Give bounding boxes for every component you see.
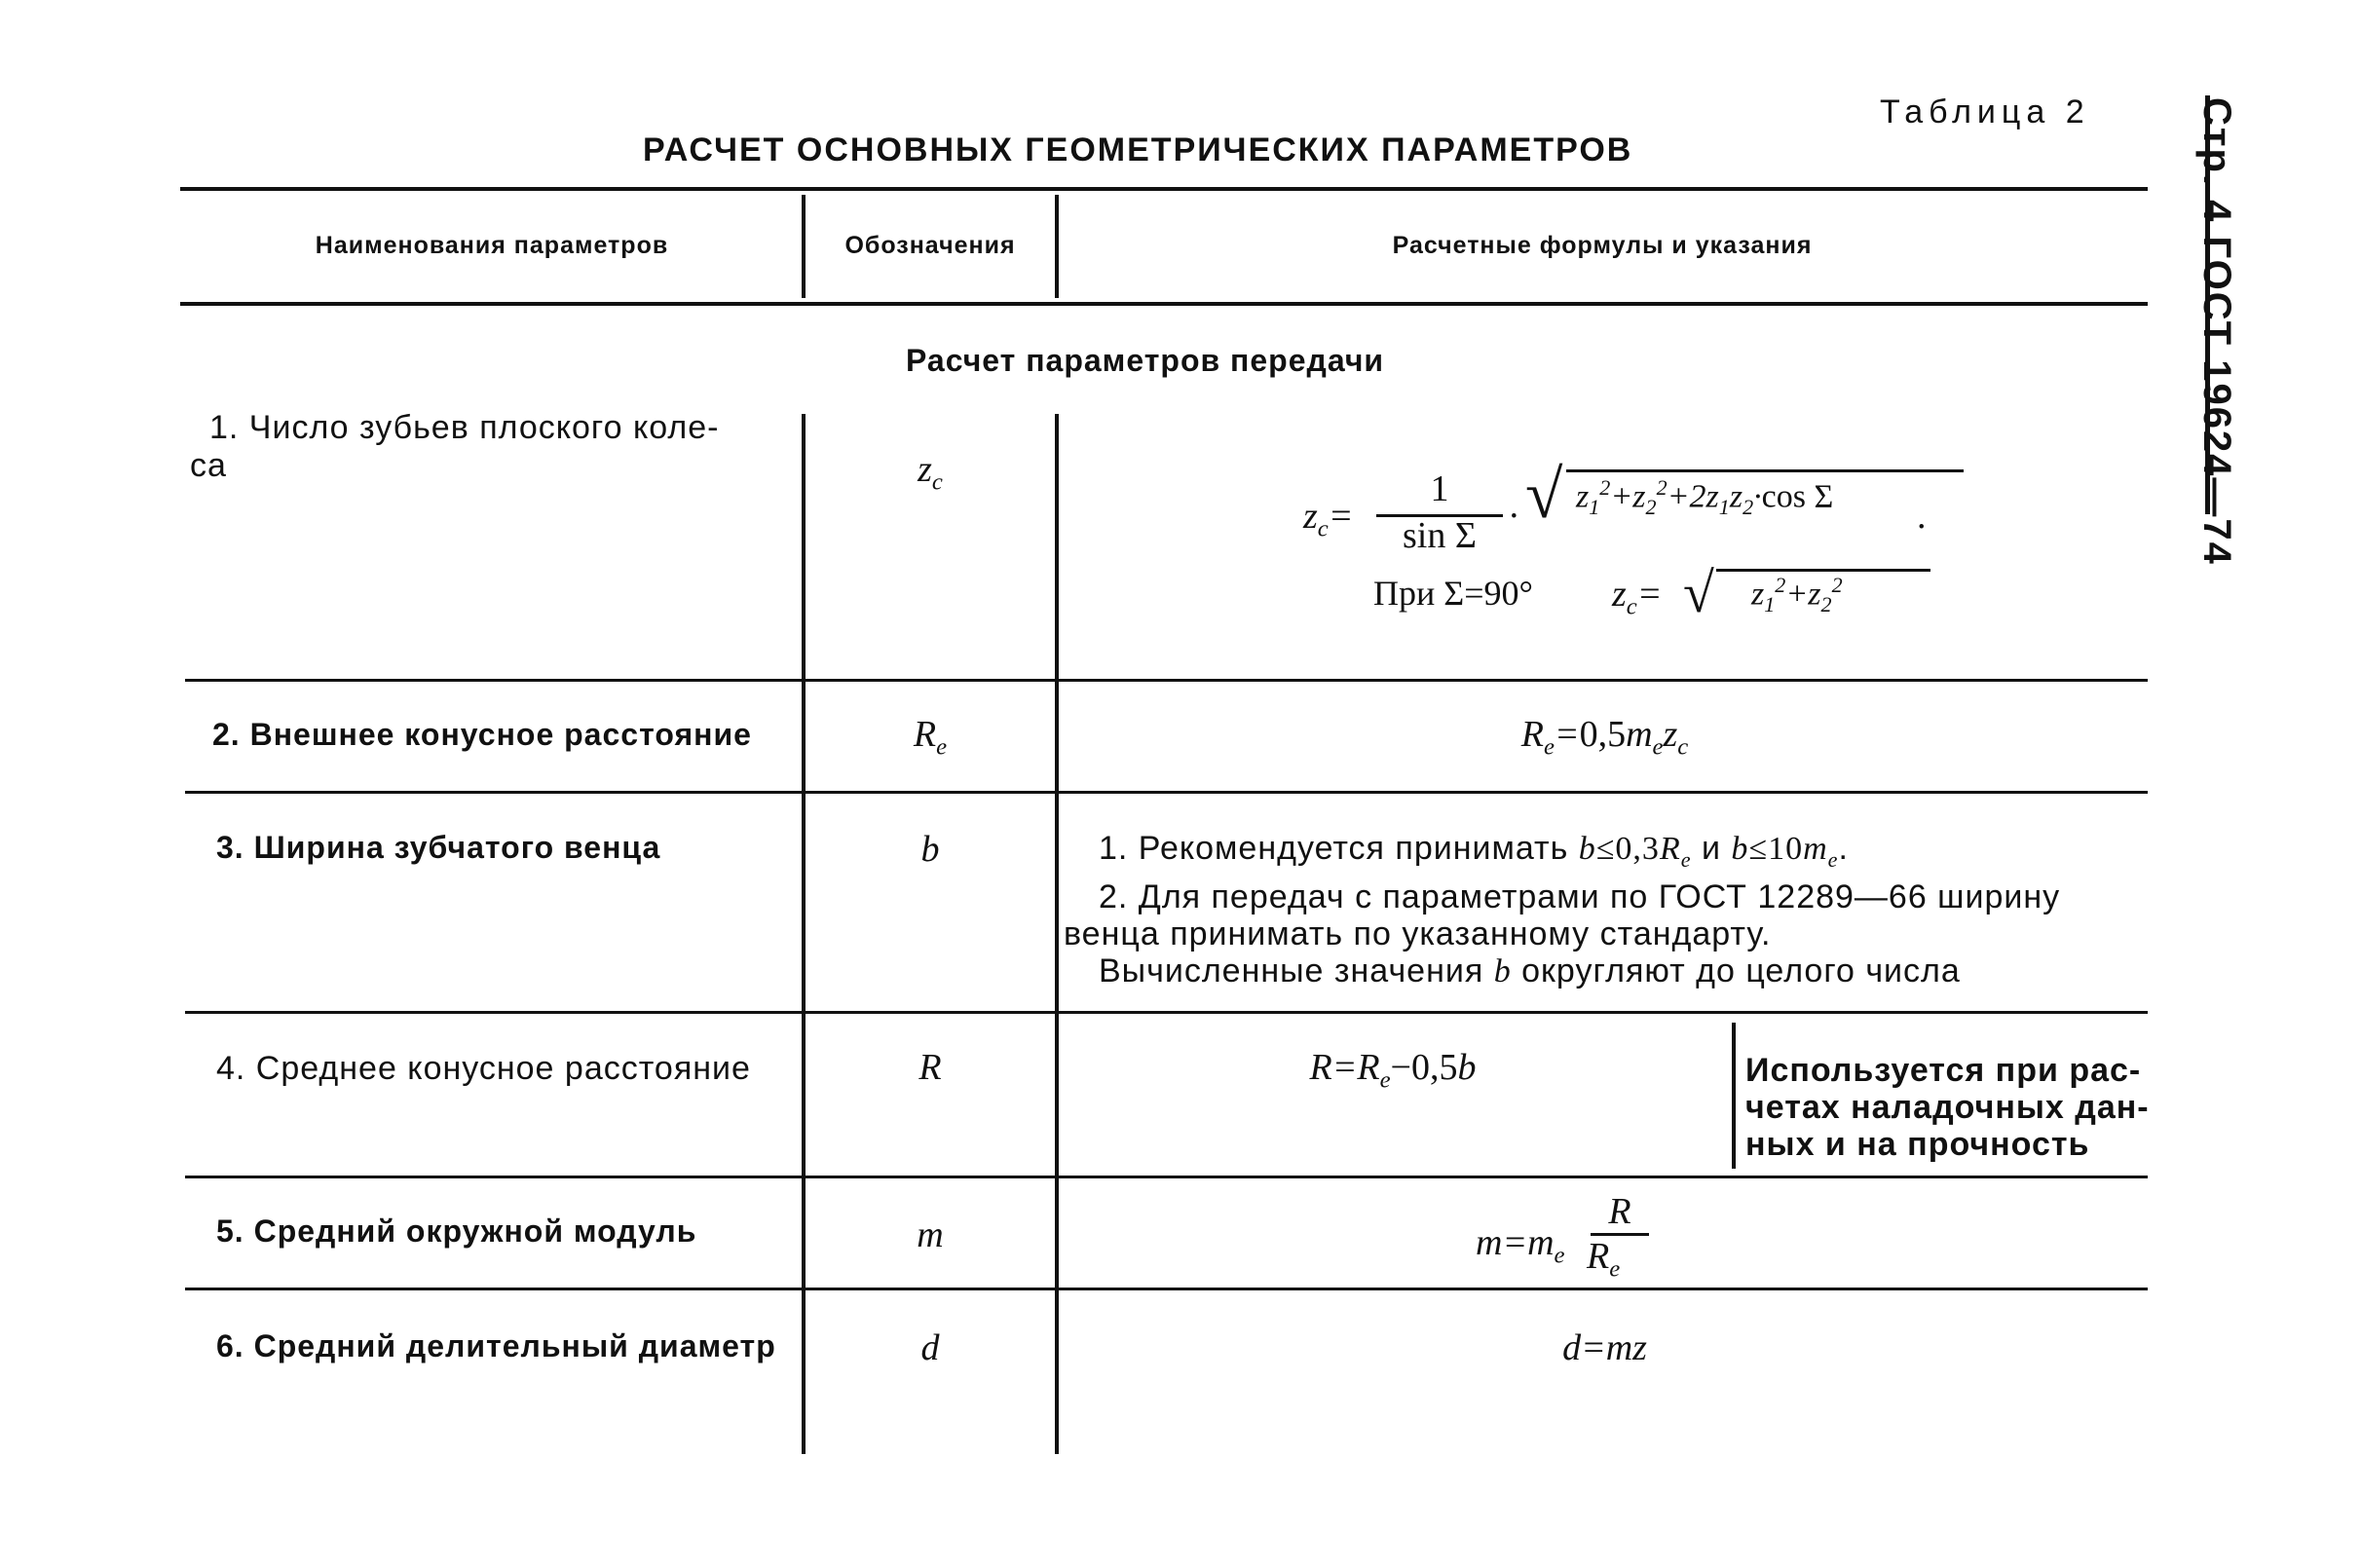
row-separator-5	[185, 1288, 2148, 1290]
column-header-formulas: Расчетные формулы и указания	[1392, 232, 1813, 259]
row-3-note-1: 1. Рекомендуется принимать $b\le 0,3R_e$ и $b\le 10m_e$.	[1099, 830, 1849, 872]
row-separator-2	[185, 791, 2148, 794]
row-5-formula: $m=m_e$ R $R_e$	[1476, 1194, 1680, 1282]
row-4-remark-divider	[1732, 1023, 1736, 1169]
rule-header-bottom	[180, 302, 2148, 306]
row-3-parameter: 3. Ширина зубчатого венца	[216, 830, 661, 865]
row-1-parameter: 1. Число зубьев плоского коле- са	[190, 409, 720, 484]
row-3-note-3: Вычисленные значения b округляют до целого числа	[1099, 952, 1961, 989]
row-3-symbol: b	[920, 829, 940, 870]
row-5-parameter: 5. Средний окружной модуль	[216, 1213, 697, 1249]
page-title: РАСЧЕТ ОСНОВНЫХ ГЕОМЕТРИЧЕСКИХ ПАРАМЕТРОВ	[643, 131, 1633, 168]
row-2-formula: $R_e=0,5m_ez_c$	[1520, 714, 1689, 761]
row-3-notes	[1064, 830, 2147, 990]
section-title: Расчет параметров передачи	[906, 343, 1385, 378]
body-divider-1	[802, 414, 806, 1454]
column-header-symbols: Обозначения	[844, 232, 1016, 259]
row-2-parameter: 2. Внешнее конусное расстояние	[212, 717, 752, 752]
row-6-parameter: 6. Средний делительный диаметр	[216, 1328, 776, 1363]
row-6-symbol: d	[920, 1327, 940, 1368]
row-1-formula-case: При Σ=90° $z_c=$ √ $z_1^2+z_2^2$	[1373, 573, 1919, 631]
header-divider-1	[802, 195, 806, 298]
row-4-formula: $R=R_e-0,5b$	[1309, 1047, 1477, 1094]
rule-top	[180, 187, 2148, 191]
row-separator-1	[185, 679, 2148, 682]
row-4-remark: Используется при рас- четах наладочных дан- ных и на прочность	[1745, 1052, 2150, 1163]
row-separator-4	[185, 1176, 2148, 1178]
row-3-note-2a: 2. Для передач с параметрами по ГОСТ 12289—66 ширину	[1099, 877, 2061, 915]
body-divider-2	[1055, 414, 1059, 1454]
row-1-symbol: $z_c$	[918, 449, 943, 496]
side-header-rule	[2205, 95, 2210, 514]
row-3-note-2b: венца принимать по указанному стандарту.	[1064, 915, 1772, 952]
row-4-symbol: R	[918, 1047, 942, 1088]
column-header-parameters: Наименования параметров	[315, 232, 669, 259]
table-label: Таблица 2	[1880, 93, 2090, 131]
row-4-parameter: 4. Среднее конусное расстояние	[216, 1050, 751, 1087]
row-5-symbol: m	[917, 1214, 944, 1255]
radical-sign: √	[1525, 458, 1563, 533]
row-2-symbol: $R_e$	[913, 714, 948, 761]
header-divider-2	[1055, 195, 1059, 298]
row-1-formula-main: $z_c=$ 1 sin Σ · √ $z_1^2+z_2^2+2z_1z_2\cdot\cos$ Σ .	[1303, 467, 1966, 555]
row-6-formula: d=mz	[1562, 1327, 1647, 1368]
row-separator-3	[185, 1011, 2148, 1014]
